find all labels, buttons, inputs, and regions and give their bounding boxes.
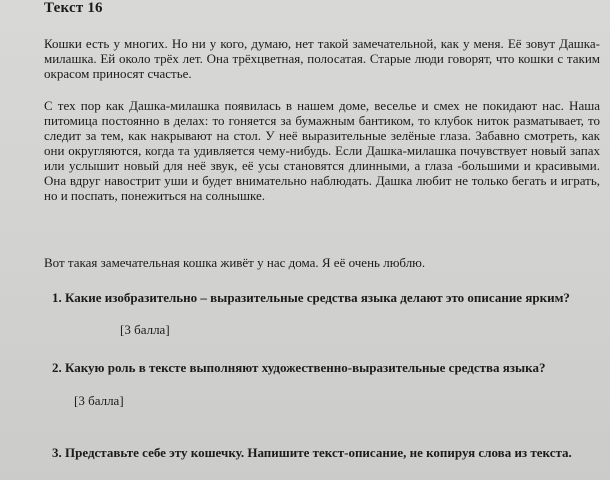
paragraph-3: Вот такая замечательная кошка живёт у нас дома. Я её очень люблю. (44, 255, 426, 270)
paragraph-1: Кошки есть у многих. Но ни у кого, думаю, нет такой замечательной, как у меня. Её зовут Дашка-милашка. Ей около трёх лет. Она трёхцветная, полосатая. Старые люди говорят, что кошки с таким окрасом приносят счастье. (44, 36, 600, 81)
question-2-points: [3 балла] (74, 393, 124, 408)
question-1-points: [3 балла] (120, 322, 170, 337)
document-title: Текст 16 (44, 0, 103, 16)
question-3: 3. Представьте себе эту кошечку. Напишите текст-описание, не копируя слова из текста. (52, 445, 572, 460)
question-1: 1. Какие изобразительно – выразительные средства языка делают это описание ярким? (52, 290, 570, 305)
paragraph-2: С тех пор как Дашка-милашка появилась в нашем доме, веселье и смех не покидают нас. Наша питомица постоянно в делах: то гоняется за бумажным бантиком, то клубок ниток разматывает, то следит за тем, как накрывают на стол. У неё выразительные зелёные глаза. Забавно смотреть, как они округляются, когда та удивляется чему-нибудь. Если Дашка-милашка почувствует новый запах или услышит новый для неё звук, её усы становятся длинными, а глаза -большими и красивыми. Она вдруг навострит уши и будет внимательно наблюдать. Дашка любит не только бегать и играть, но и поспать, понежиться на солнышке. (44, 98, 600, 203)
question-2: 2. Какую роль в тексте выполняют художественно-выразительные средства языка? (52, 360, 546, 375)
